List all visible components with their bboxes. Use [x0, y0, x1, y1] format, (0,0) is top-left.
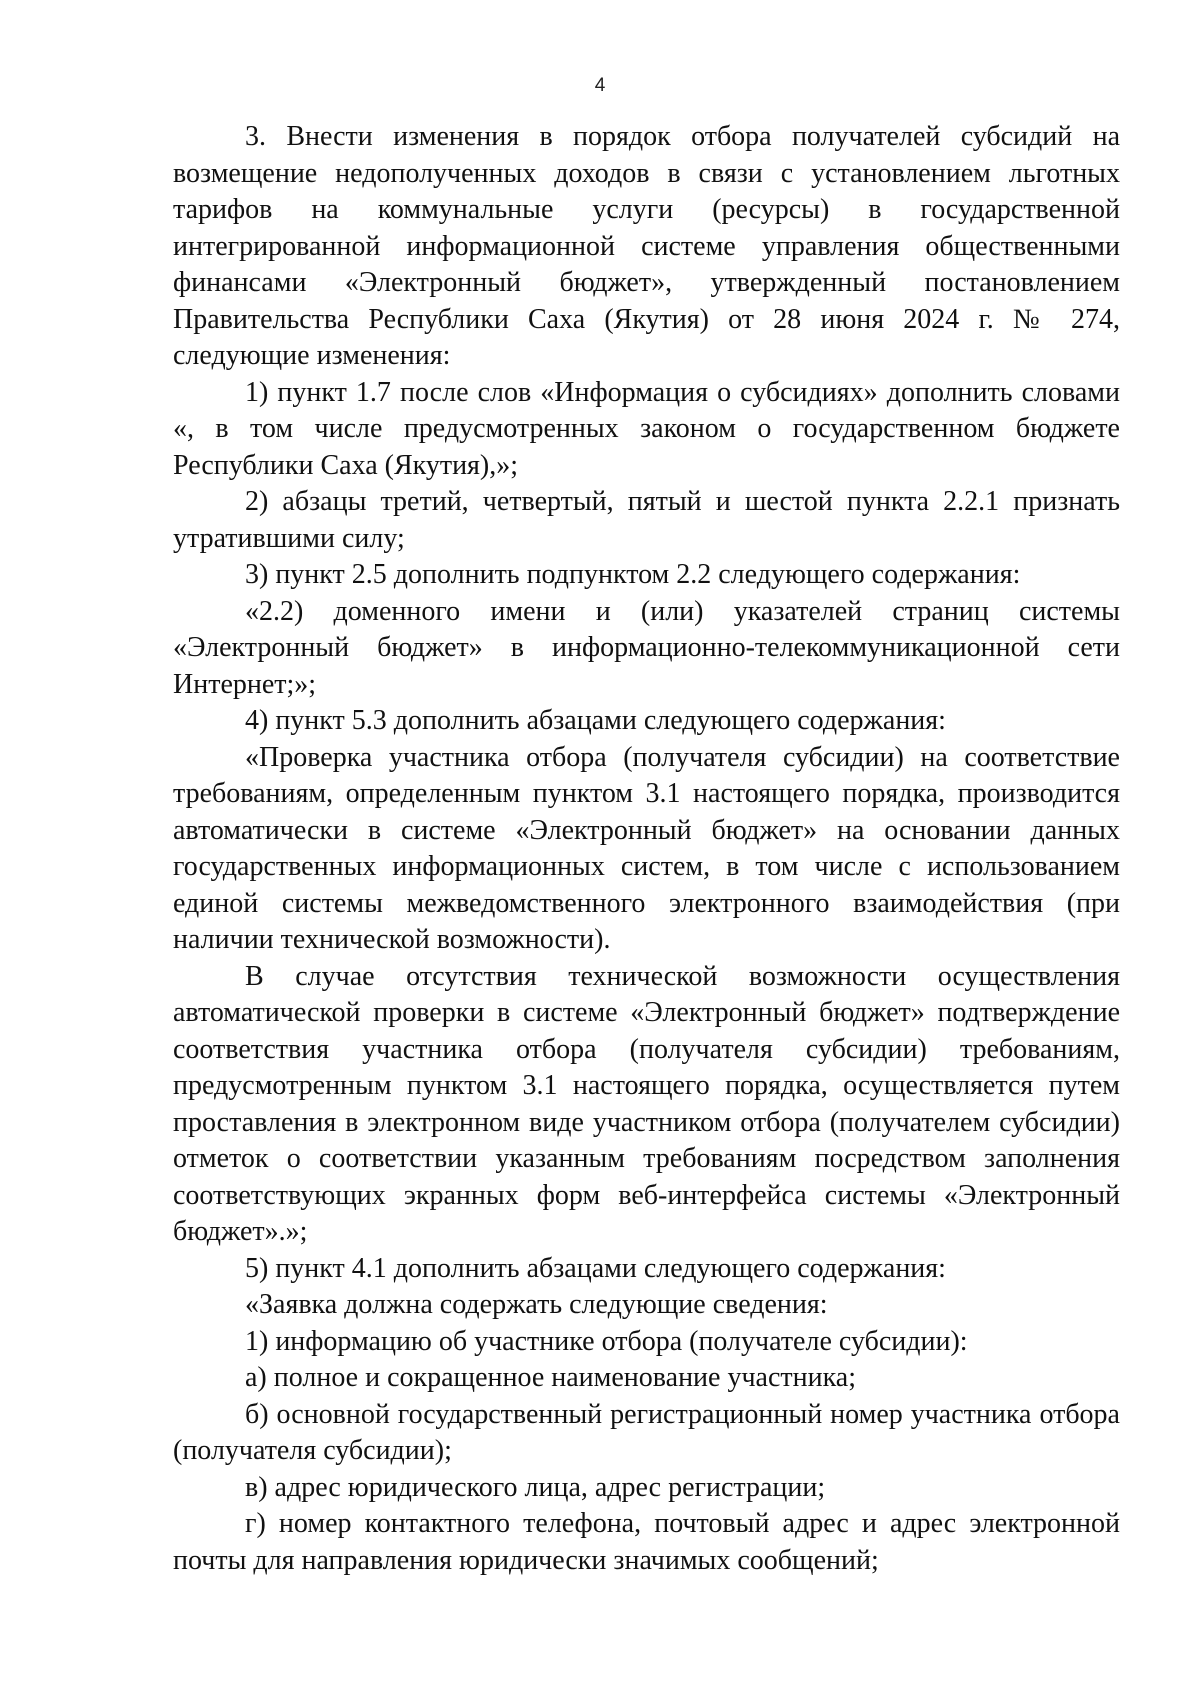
- paragraph-quote-application: «Заявка должна содержать следующие сведения:: [245, 1289, 828, 1320]
- paragraph-subitem-3: 3) пункт 2.5 дополнить подпунктом 2.2 следующего содержания:: [245, 559, 1021, 590]
- paragraph-item-3-intro: 3. Внести изменения в порядок отбора получателей субсидий на возмещение недополученных доходов в связи с установлением льготных тарифов на коммунальные услуги (ресурсы) в государственной интегрированной информационной системе управления общественными финансами «Электронный бюджет», утвержденный постановлением Правительства Республики Саха (Якутия) от 28 июня 2024 г. № 274, следующие изменения:: [173, 121, 1120, 371]
- paragraph-quote-check: «Проверка участника отбора (получателя субсидии) на соответствие требованиям, определенным пунктом 3.1 настоящего порядка, производится автоматически в системе «Электронный бюджет» на основании данных государственных информационных систем, в том числе с использованием единой системы межведомственного электронного взаимодействия (при наличии технической возможности).: [173, 741, 1120, 955]
- paragraph-subitem-4: 4) пункт 5.3 дополнить абзацами следующего содержания:: [245, 705, 946, 736]
- paragraph-subitem-5: 5) пункт 4.1 дополнить абзацами следующего содержания:: [245, 1252, 946, 1284]
- paragraph-subitem-1: 1) пункт 1.7 после слов «Информация о субсидиях» дополнить словами «, в том числе предусмотренных законом о государственном бюджете Республики Саха (Якутия),»;: [173, 376, 1120, 481]
- paragraph-list-item-g: г) номер контактного телефона, почтовый адрес и адрес электронной почты для направления юридически значимых сообщений;: [173, 1508, 1120, 1576]
- paragraph-list-item-b: б) основной государственный регистрационный номер участника отбора (получателя субсидии);: [173, 1398, 1120, 1466]
- paragraph-list-item-1: 1) информацию об участнике отбора (получателе субсидии):: [245, 1325, 968, 1357]
- paragraph-quote-no-capability: В случае отсутствия технической возможности осуществления автоматической проверки в системе «Электронный бюджет» подтверждение соответствия участника отбора (получателя субсидии) требованиям, предусмотренным пунктом 3.1 настоящего порядка, осуществляется путем проставления в электронном виде участником отбора (получателем субсидии) отметок о соответствии указанным требованиям посредством заполнения соответствующих экранных форм веб-интерфейса системы «Электронный бюджет».»;: [173, 960, 1120, 1247]
- paragraph-list-item-v: в) адрес юридического лица, адрес регистрации;: [245, 1471, 826, 1503]
- paragraph-quote-2-2: «2.2) доменного имени и (или) указателей страниц системы «Электронный бюджет» в информационно-телекоммуникационной сети Интернет;»;: [173, 595, 1120, 700]
- paragraph-subitem-2: 2) абзацы третий, четвертый, пятый и шестой пункта 2.2.1 признать утратившими силу;: [173, 486, 1120, 554]
- page-number: 4: [594, 75, 606, 96]
- document-body: [173, 119, 1120, 1579]
- paragraph-list-item-a: а) полное и сокращенное наименование участника;: [245, 1362, 856, 1393]
